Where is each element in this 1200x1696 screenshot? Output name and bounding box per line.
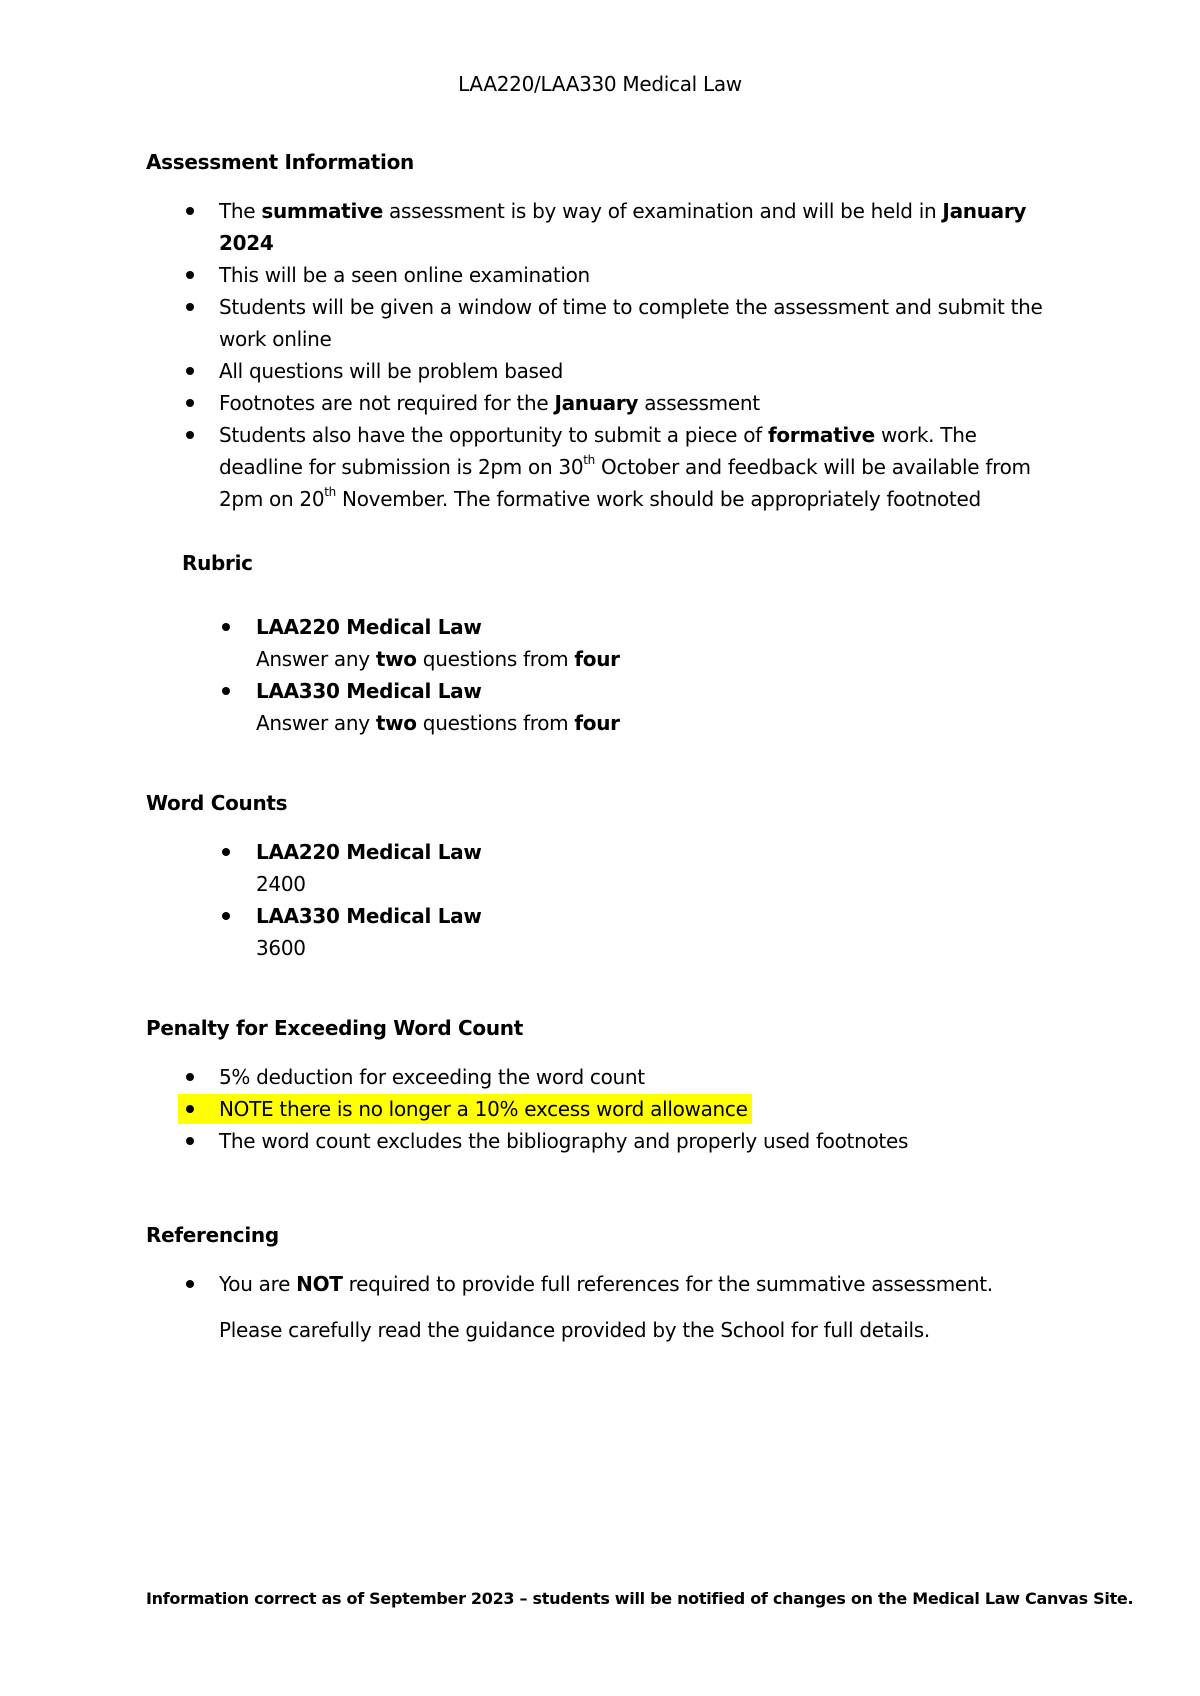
page-footer: Information correct as of September 2023 – students will be notified of changes on the Medical Law Canvas Site. — [146, 1589, 1134, 1608]
word-count-item-2-value: 3600 — [256, 936, 306, 960]
penalty-item-3: The word count excludes the bibliography and properly used footnotes — [219, 1129, 909, 1153]
word-counts-heading: Word Counts — [146, 791, 288, 815]
referencing-note: Please carefully read the guidance provided by the School for full details. — [219, 1318, 930, 1342]
penalty-heading: Penalty for Exceeding Word Count — [146, 1016, 523, 1040]
assessment-item-6-cont-1: deadline for submission is 2pm on 30th October and feedback will be available from — [219, 453, 1031, 479]
assessment-item-1: The summative assessment is by way of examination and will be held in January — [219, 199, 1027, 223]
rubric-item-2-detail: Answer any two questions from four — [256, 711, 620, 735]
assessment-item-5: Footnotes are not required for the January assessment — [219, 391, 760, 415]
assessment-heading: Assessment Information — [146, 150, 414, 174]
assessment-item-3: Students will be given a window of time to complete the assessment and submit the — [219, 295, 1043, 319]
assessment-item-2: This will be a seen online examination — [219, 263, 590, 287]
rubric-item-1-course: LAA220 Medical Law — [256, 615, 482, 639]
bullet-icon — [186, 1105, 194, 1113]
bullet-icon — [186, 367, 194, 375]
rubric-item-2-course: LAA330 Medical Law — [256, 679, 482, 703]
assessment-item-3-cont: work online — [219, 327, 332, 351]
assessment-item-1-cont: 2024 — [219, 231, 274, 255]
bullet-icon — [222, 848, 230, 856]
bullet-icon — [186, 1280, 194, 1288]
page-title: LAA220/LAA330 Medical Law — [458, 72, 742, 96]
assessment-item-6-cont-2: 2pm on 20th November. The formative work should be appropriately footnoted — [219, 485, 981, 511]
referencing-item-1: You are NOT required to provide full references for the summative assessment. — [219, 1272, 993, 1296]
penalty-item-1: 5% deduction for exceeding the word count — [219, 1065, 645, 1089]
assessment-item-6: Students also have the opportunity to submit a piece of formative work. The — [219, 423, 977, 447]
bullet-icon — [222, 623, 230, 631]
bullet-icon — [222, 912, 230, 920]
rubric-item-1-detail: Answer any two questions from four — [256, 647, 620, 671]
bullet-icon — [186, 1073, 194, 1081]
word-count-item-2-course: LAA330 Medical Law — [256, 904, 482, 928]
referencing-heading: Referencing — [146, 1223, 279, 1247]
rubric-heading: Rubric — [182, 551, 253, 575]
bullet-icon — [186, 399, 194, 407]
bullet-icon — [186, 303, 194, 311]
bullet-icon — [186, 271, 194, 279]
assessment-item-4: All questions will be problem based — [219, 359, 564, 383]
bullet-icon — [186, 207, 194, 215]
bullet-icon — [186, 431, 194, 439]
bullet-icon — [222, 687, 230, 695]
bullet-icon — [186, 1137, 194, 1145]
penalty-item-2: NOTE there is no longer a 10% excess word allowance — [219, 1097, 748, 1121]
word-count-item-1-value: 2400 — [256, 872, 306, 896]
word-count-item-1-course: LAA220 Medical Law — [256, 840, 482, 864]
